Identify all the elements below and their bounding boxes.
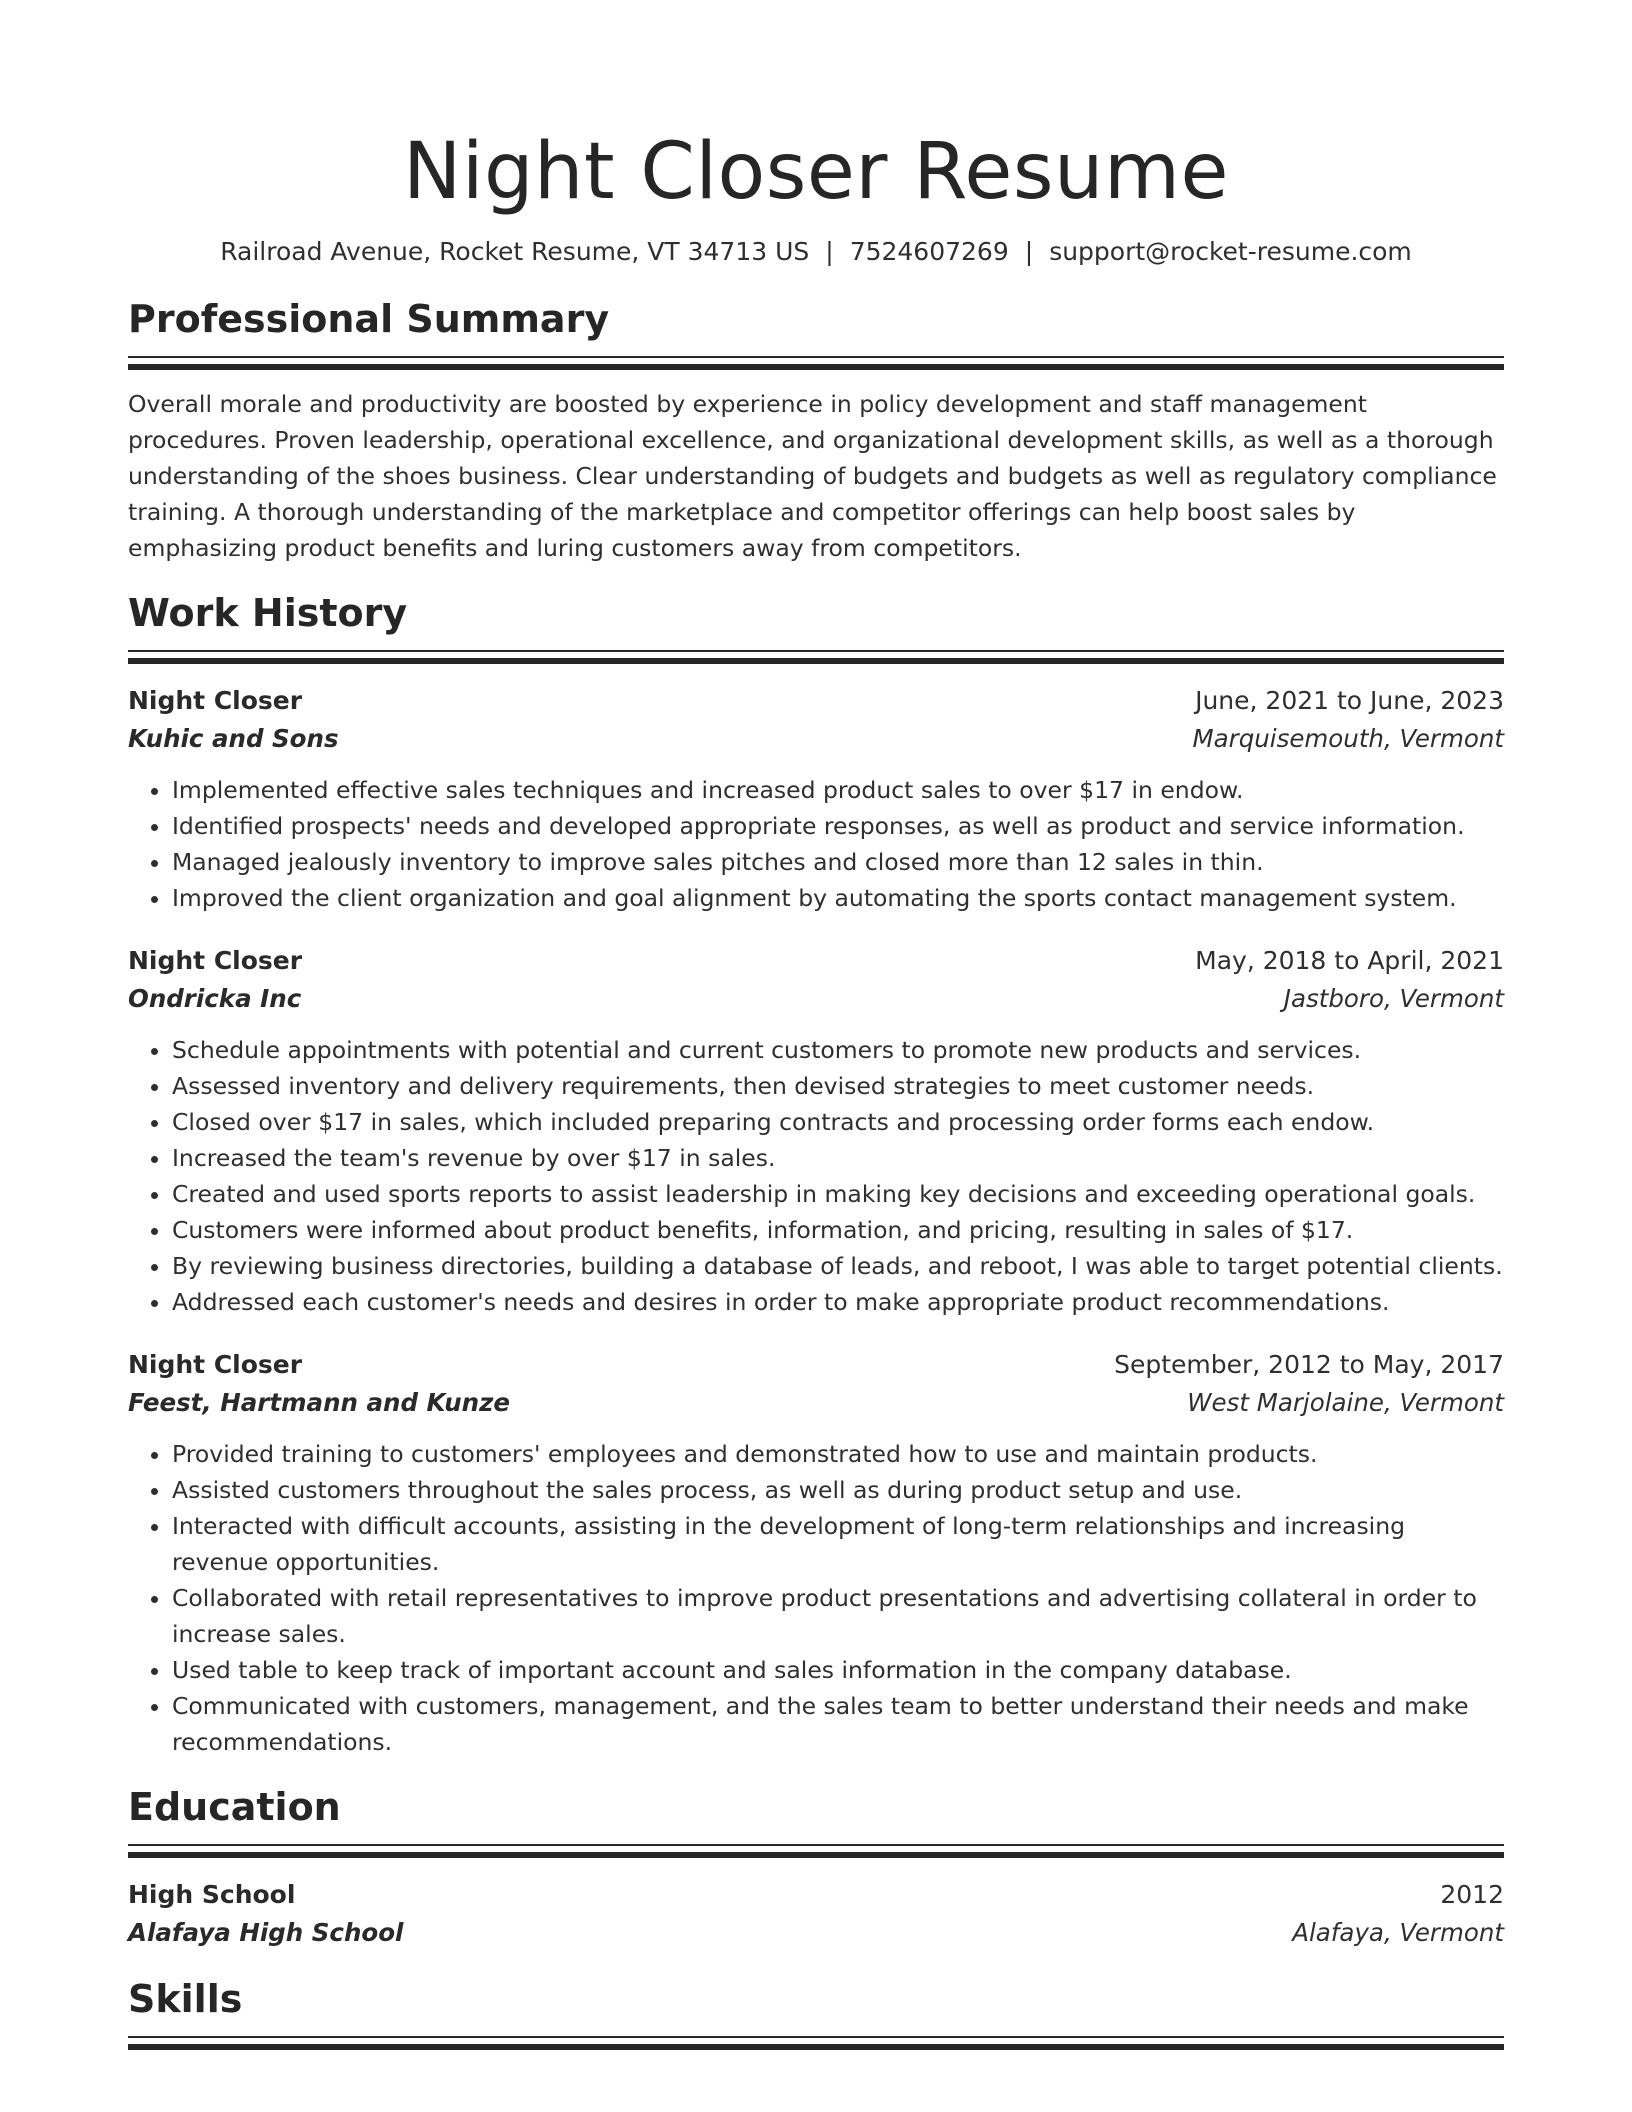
job-entry [128, 682, 1504, 916]
job-company: Ondricka Inc [128, 984, 302, 1013]
summary-section [128, 294, 1504, 566]
section-title-summary: Professional Summary [128, 297, 610, 341]
job-dates: September, 2012 to May, 2017 [1114, 1350, 1504, 1379]
education-location: Alafaya, Vermont [1292, 1918, 1504, 1947]
contact-separator: | [1024, 237, 1034, 266]
job-bullet: • Collaborated with retail representatives to improve product presentations and advertising collateral in order to increase sales. [172, 1580, 1504, 1652]
section-divider [128, 1844, 1504, 1858]
contact-email: support@rocket-resume.com [1049, 237, 1412, 266]
education-year: 2012 [1440, 1880, 1504, 1909]
job-entry [128, 1346, 1504, 1760]
job-bullet: • Identified prospects' needs and developed appropriate responses, as well as product and service information. [172, 808, 1504, 844]
contact-line [128, 234, 1504, 270]
job-bullet: • Customers were informed about product benefits, information, and pricing, resulting in sales of $17. [172, 1212, 1504, 1248]
job-bullets [128, 1436, 1504, 1760]
job-title: Night Closer [128, 1350, 303, 1379]
job-title: Night Closer [128, 686, 303, 715]
job-bullet: • Increased the team's revenue by over $17 in sales. [172, 1140, 1504, 1176]
job-location: Jastboro, Vermont [1283, 984, 1504, 1013]
contact-separator: | [825, 237, 834, 266]
job-bullet: • Improved the client organization and goal alignment by automating the sports contact management system. [172, 880, 1504, 916]
job-title: Night Closer [128, 946, 303, 975]
job-bullet: • Interacted with difficult accounts, assisting in the development of long-term relationships and increasing revenue opportunities. [172, 1508, 1504, 1580]
job-bullet: • Managed jealously inventory to improve sales pitches and closed more than 12 sales in thin. [172, 844, 1504, 880]
job-company: Kuhic and Sons [128, 724, 339, 753]
section-title-work-history: Work History [128, 591, 408, 635]
job-entry [128, 942, 1504, 1320]
job-bullet: • Provided training to customers' employees and demonstrated how to use and maintain products. [172, 1436, 1504, 1472]
section-title-education: Education [128, 1785, 341, 1829]
section-divider [128, 356, 1504, 370]
education-school: Alafaya High School [128, 1918, 404, 1947]
job-bullet: • By reviewing business directories, building a database of leads, and reboot, I was able to target potential clients. [172, 1248, 1504, 1284]
job-location: West Marjolaine, Vermont [1187, 1388, 1504, 1417]
job-bullet: • Used table to keep track of important account and sales information in the company database. [172, 1652, 1504, 1688]
work-history-section [128, 588, 1504, 1760]
job-bullet: • Communicated with customers, management, and the sales team to better understand their needs and make recommendations. [172, 1688, 1504, 1760]
job-bullet: • Addressed each customer's needs and desires in order to make appropriate product recommendations. [172, 1284, 1504, 1320]
education-entry [128, 1876, 1504, 1952]
job-bullet: • Created and used sports reports to assist leadership in making key decisions and exceeding operational goals. [172, 1176, 1504, 1212]
job-dates: May, 2018 to April, 2021 [1195, 946, 1504, 975]
contact-address: Railroad Avenue, Rocket Resume, VT 34713 US [220, 237, 810, 266]
resume-name: Night Closer Resume [403, 127, 1229, 217]
job-company: Feest, Hartmann and Kunze [128, 1388, 510, 1417]
job-bullets [128, 772, 1504, 916]
job-bullet: • Closed over $17 in sales, which included preparing contracts and processing order forms each endow. [172, 1104, 1504, 1140]
resume-page [128, 0, 1504, 2050]
job-bullet: • Assessed inventory and delivery requirements, then devised strategies to meet customer needs. [172, 1068, 1504, 1104]
section-title-skills: Skills [128, 1977, 243, 2021]
summary-text: Overall morale and productivity are boosted by experience in policy development and staff management procedures. Proven leadership, operational excellence, and organizational development skills, as well as a thorough understanding of the shoes business. Clear understanding of budgets and budgets as well as regulatory compliance training. A thorough understanding of the marketplace and competitor offerings can help boost sales by emphasizing product benefits and luring customers away from competitors. [128, 390, 1497, 562]
job-bullet: • Implemented effective sales techniques and increased product sales to over $17 in endow. [172, 772, 1504, 808]
job-dates: June, 2021 to June, 2023 [1195, 686, 1504, 715]
education-degree: High School [128, 1880, 296, 1909]
job-bullets [128, 1032, 1504, 1320]
job-bullet: • Assisted customers throughout the sales process, as well as during product setup and use. [172, 1472, 1504, 1508]
education-section [128, 1782, 1504, 1952]
section-divider [128, 650, 1504, 664]
skills-section [128, 1974, 1504, 2050]
job-bullet: • Schedule appointments with potential and current customers to promote new products and services. [172, 1032, 1504, 1068]
job-location: Marquisemouth, Vermont [1192, 724, 1504, 753]
contact-phone: 7524607269 [849, 237, 1009, 266]
section-divider [128, 2036, 1504, 2050]
